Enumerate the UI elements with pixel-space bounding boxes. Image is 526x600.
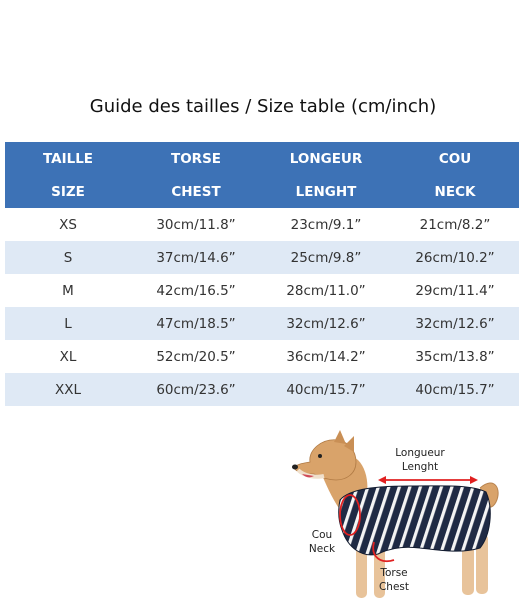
neck-cell: 32cm/12.6” <box>391 307 519 340</box>
eye-icon <box>318 454 322 458</box>
header-lenght: LENGHT <box>261 175 391 208</box>
label-torse: Torse <box>380 567 408 579</box>
label-cou: Cou <box>311 529 333 541</box>
ear-shape <box>334 430 346 444</box>
label-lenght: Lenght <box>401 461 439 473</box>
table-row <box>5 340 519 373</box>
label-chest: Chest <box>378 581 410 593</box>
header-size: SIZE <box>5 175 131 208</box>
length-cell: 28cm/11.0” <box>286 282 366 299</box>
header-cou: COU <box>391 142 519 175</box>
neck-cell: 26cm/10.2” <box>391 241 519 274</box>
chest-cell: 42cm/16.5” <box>156 282 236 299</box>
size-cell: XS <box>59 216 77 233</box>
dog-illustration <box>290 430 510 600</box>
page-title: Guide des tailles / Size table (cm/inch) <box>89 96 437 117</box>
table-row <box>5 307 519 340</box>
header-torse: TORSE <box>131 142 261 175</box>
length-cell: 36cm/14.2” <box>286 348 366 365</box>
chest-cell: 30cm/11.8” <box>156 216 236 233</box>
size-table <box>5 142 519 406</box>
size-cell: XL <box>59 348 77 365</box>
nose-icon <box>292 465 298 470</box>
chest-cell: 52cm/20.5” <box>156 348 236 365</box>
header-longeur: LONGEUR <box>261 142 391 175</box>
chest-cell: 60cm/23.6” <box>131 373 261 406</box>
length-cell: 23cm/9.1” <box>290 216 362 233</box>
neck-cell: 40cm/15.7” <box>391 373 519 406</box>
size-cell: S <box>5 241 131 274</box>
label-longueur: Longueur <box>395 447 445 459</box>
striped-shirt <box>339 486 491 555</box>
arrow-right-icon <box>470 476 478 484</box>
chest-cell: 47cm/18.5” <box>131 307 261 340</box>
table-row <box>5 208 519 241</box>
header-row-french <box>5 142 519 175</box>
label-neck: Neck <box>308 543 336 555</box>
header-chest: CHEST <box>131 175 261 208</box>
length-cell: 40cm/15.7” <box>261 373 391 406</box>
size-cell: XXL <box>5 373 131 406</box>
header-taille: TAILLE <box>5 142 131 175</box>
header-row-english <box>5 175 519 208</box>
length-cell: 25cm/9.8” <box>261 241 391 274</box>
length-cell: 32cm/12.6” <box>261 307 391 340</box>
dog-measurement-figure <box>290 430 510 600</box>
neck-cell: 21cm/8.2” <box>419 216 491 233</box>
table-row <box>5 241 519 274</box>
header-neck: NECK <box>391 175 519 208</box>
chest-cell: 37cm/14.6” <box>131 241 261 274</box>
table-row <box>5 373 519 406</box>
size-cell: M <box>62 282 74 299</box>
size-cell: L <box>5 307 131 340</box>
neck-cell: 35cm/13.8” <box>415 348 495 365</box>
neck-cell: 29cm/11.4” <box>415 282 495 299</box>
table-row <box>5 274 519 307</box>
arrow-left-icon <box>378 476 386 484</box>
